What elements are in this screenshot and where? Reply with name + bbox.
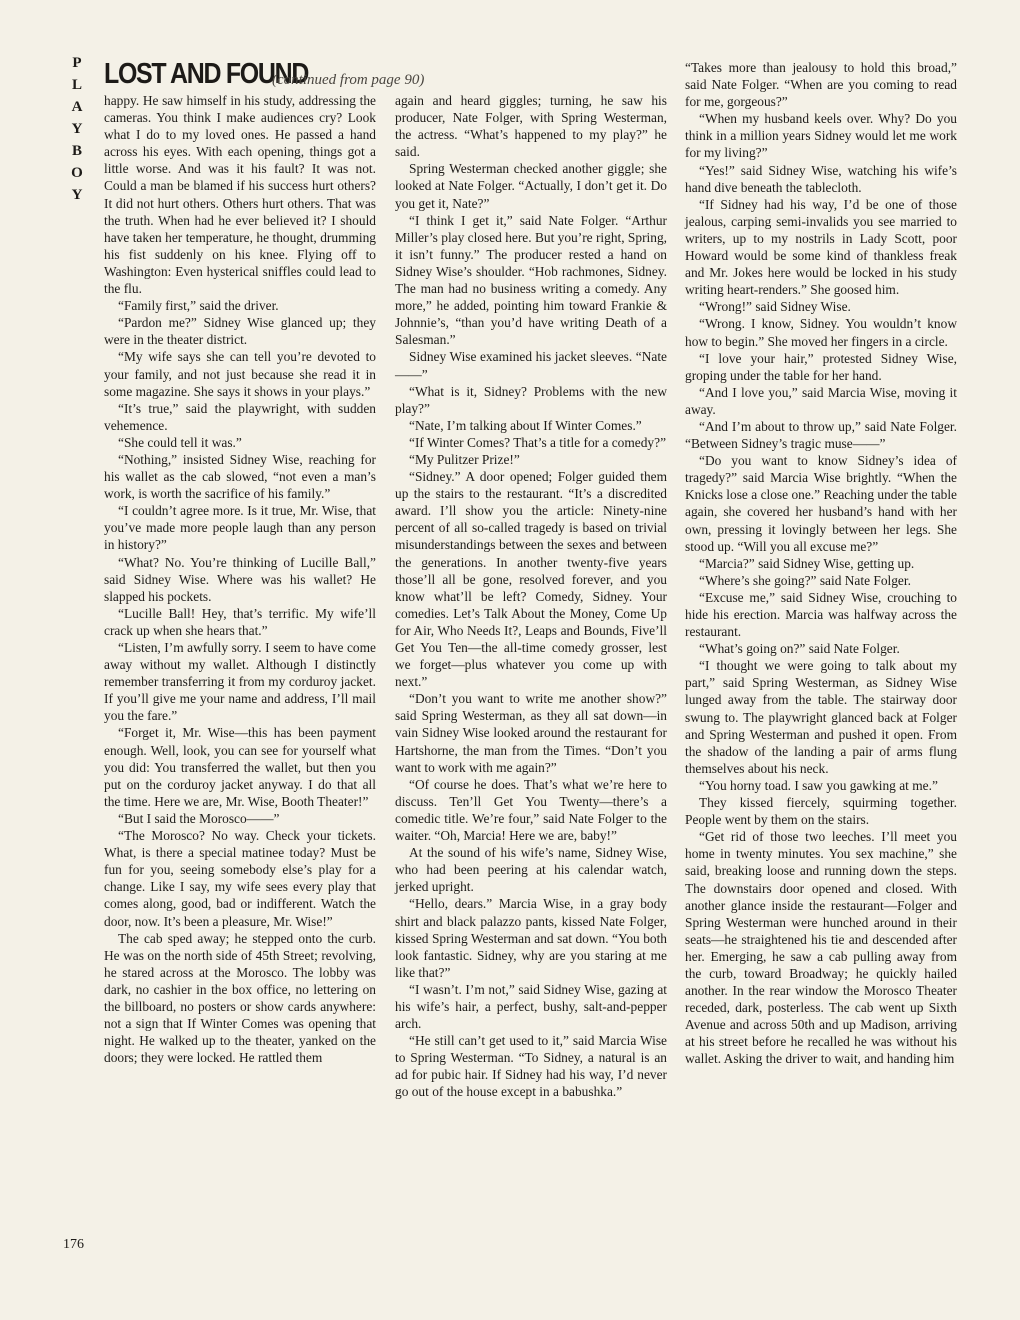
paragraph: “It’s true,” said the playwright, with sudden vehemence. [104,400,376,433]
paragraph: “Excuse me,” said Sidney Wise, crouching to hide his erection. Marcia was halfway across the restaurant. [685,589,957,640]
paragraph: “If Sidney had his way, I’d be one of those jealous, carping semi-invalids you see married to writers, up to my nostrils in Lady Scott, poor Howard would be some kind of thankless freak and Mr. Jokes here would be locked in his study writing heart-renders.” She goosed him. [685,196,957,298]
article-heading [104,58,425,94]
paragraph: “And I love you,” said Marcia Wise, moving it away. [685,384,957,417]
paragraph: “Lucille Ball! Hey, that’s terrific. My wife’ll crack up when she hears that.” [104,605,376,638]
paragraph: “Wrong. I know, Sidney. You wouldn’t know how to begin.” She moved her fingers in a circle. [685,316,957,349]
paragraph: happy. He saw himself in his study, addressing the cameras. You think I make audiences cry? Look what I do to my loved ones. He passed a hand across his eyes. With each opening, things got a little worse. And was it his fault? It was not. Could a man be blamed if his success hurt others? It did not hurt others. Others hurt others. That was the truth. When had he ever believed it? I should have taken her temperature, he thought, drumming his fist suddenly on his knee. Flying off to Washington: Even hysterical sniffles could lead to the flu. [104,93,376,297]
paragraph: “Forget it, Mr. Wise—this has been payment enough. Well, look, you can see for yourself what you did: You transferred the wallet, but then you put on the corduroy jacket anyway. I do that all the time. Here we are, Mr. Wise, Booth Theater!” [104,725,376,809]
paragraph: “I love your hair,” protested Sidney Wise, groping under the table for her hand. [685,350,957,383]
paragraph: “My wife says she can tell you’re devoted to your family, and not just because she read it in some magazine. She says it shows in your plays.” [104,349,376,399]
paragraph: “Do you want to know Sidney’s idea of tragedy?” said Marcia Wise brightly. “When the Knicks lose a close one.” Reaching under the table again, she covered her husband’s hand with her own, pressing it lovingly between her legs. She stood up. “Will you all excuse me?” [685,453,957,554]
paragraph: “When my husband keels over. Why? Do you think in a million years Sidney would let me work for my living?” [685,111,957,161]
paragraph: “The Morosco? No way. Check your tickets. What, is there a special matinee today? Must be fun for you, seeing somebody else’s play for a change. Like I say, my wife sees every play that comes along, good, bad or indifferent. Watch the door, now. It’s been a pleasure, Mr. Wise!” [104,828,376,929]
paragraph: “Nothing,” insisted Sidney Wise, reaching for his wallet as the cab slowed, “not even a man’s work, is worth the sacrifice of his family.” [104,451,376,502]
paragraph: The cab sped away; he stepped onto the curb. He was on the north side of 45th Street; revolving, he stared across at the Morosco. The lobby was dark, no cashier in the box office, no lettering on the billboard, no posters or show cards anywhere: not a sign that If Winter Comes was opening that night. He walked up to the theater, yanked on the doors; they were locked. He rattled them [104,930,376,1066]
masthead-letter: Y [71,121,83,137]
continued-note: (continued from page 90) [272,72,425,88]
paragraph: “What? No. You’re thinking of Lucille Ball,” said Sidney Wise. Where was his wallet? He slapped his pockets. [104,554,376,604]
paragraph: “I wasn’t. I’m not,” said Sidney Wise, gazing at his wife’s hair, a perfect, bushy, salt-and-pepper arch. [395,981,667,1032]
text-column-1 [104,92,376,1066]
paragraph: “She could tell it was.” [118,434,242,450]
paragraph: “Where’s she going?” said Nate Folger. [699,572,911,588]
paragraph: “Get rid of those two leeches. I’ll meet you home in twenty minutes. You sex machine,” she said, breaking loose and running down the steps. The downstairs door opened and closed. With another glance inside the restaurant—Folger and Spring Westerman were hunched around in their seats—he straightened his tie and descended after her. Emerging, he saw a cab pulling away from the curb, toward Broadway; he quickly hailed another. In the rear window the Morosco Theater receded, dark, posterless. The cab went up Sixth Avenue and across 50th and up Madison, arriving at his street before he recalled he was without his wallet. Asking the driver to wait, and handing him [685,829,957,1067]
paragraph: “Listen, I’m awfully sorry. I seem to have come away without my wallet. Although I distinctly remember transferring it from my corduroy jacket. If you’ll give me your name and address, I’ll mail you the fare.” [104,640,376,724]
paragraph: “If Winter Comes? That’s a title for a comedy?” [409,434,667,450]
paragraph: “Yes!” said Sidney Wise, watching his wife’s hand dive beneath the tablecloth. [685,162,957,195]
paragraph: Sidney Wise examined his jacket sleeves. “Nate——” [395,349,667,382]
paragraph: “You horny toad. I saw you gawking at me.” [699,777,938,793]
paragraph: Spring Westerman checked another giggle; she looked at Nate Folger. “Actually, I don’t get it. Do you get it, Nate?” [395,161,667,211]
masthead-letter: L [71,77,82,93]
paragraph: At the sound of his wife’s name, Sidney Wise, who had been peering at his calendar watch, jerked upright. [395,845,667,895]
masthead-letter: Y [71,187,83,203]
paragraph: “What is it, Sidney? Problems with the new play?” [395,383,667,416]
paragraph: “Sidney.” A door opened; Folger guided them up the stairs to the restaurant. “It’s a discredited award. I’ll show you the article: Ninety-nine percent of all so-called tragedy is based on trivial misunderstandings between the sexes and between the generations. In another twenty-five years those’ll all be gone, resolved forever, and you know what’ll be left? Comedy, Sidney. Your comedies. Let’s Talk About the Money, Come Up for Air, Who Needs It?, Leaps and Bounds, Five’ll Get You Ten—the all-time comedy grosser, lest we forget—plus whatever you come up with next.” [395,469,667,690]
paragraph: “And I’m about to throw up,” said Nate Folger. “Between Sidney’s tragic muse——” [685,418,957,452]
masthead-letter: O [71,165,83,181]
paragraph: “Pardon me?” Sidney Wise glanced up; they were in the theater district. [104,315,376,348]
masthead-playboy [66,52,88,206]
paragraph: “He still can’t get used to it,” said Marcia Wise to Spring Westerman. “To Sidney, a natural is an ad for pubic hair. If Sidney had his way, I’d never go out of the house except in a babushka.” [395,1033,667,1100]
paragraph: “Of course he does. That’s what we’re here to discuss. Ten’ll Get You Twenty—there’s a comedic title. We’re four,” said Nate Folger to the waiter. “Oh, Marcia! Here we are, baby!” [395,776,667,844]
paragraph: “What’s going on?” said Nate Folger. [699,641,900,657]
paragraph: “I thought we were going to talk about my part,” said Spring Westerman, as Sidney Wise lunged away from the table. The stairway door swung to. The playwright glanced back at Folger and Spring Westerman and pushed it open. From the shadow of the landing a pair of arms flung themselves about his neck. [685,658,957,776]
text-column-3 [685,59,957,1068]
paragraph: again and heard giggles; turning, he saw his producer, Nate Folger, with Spring Westerman, the actress. “What’s happened to my play?” he said. [395,93,667,160]
masthead-letter: A [71,99,83,115]
paragraph: They kissed fiercely, squirming together. People went by them on the stairs. [685,795,957,828]
masthead-letter: P [72,55,82,71]
paragraph: “Takes more than jealousy to hold this broad,” said Nate Folger. “When are you coming to read for me, gorgeous?” [685,60,957,110]
paragraph: “Hello, dears.” Marcia Wise, in a gray body shirt and black palazzo pants, kissed Nate Folger, kissed Spring Westerman and sat down. “You both look fantastic. Sidney, why are you staring at me like that?” [395,896,667,980]
masthead-letter: B [71,143,82,159]
page-number: 176 [63,1237,84,1252]
paragraph: “Don’t you want to write me another show?” said Spring Westerman, as they all sat down—in vain Sidney Wise looked around the restaurant for Hartshorne, the man from the Times. “Don’t you want to work with me again?” [395,691,667,775]
paragraph: “I think I get it,” said Nate Folger. “Arthur Miller’s play closed here. But you’re right, Spring, it isn’t funny.” The producer rested a hand on Sidney Wise’s shoulder. “Hob rachmones, Sidney. The man had no business writing a comedy. Any more,” he added, pointing him toward Frankie & Johnnie’s, “than you’d have writing Death of a Salesman.” [395,212,667,348]
paragraph: “My Pulitzer Prize!” [409,451,520,467]
paragraph: “Wrong!” said Sidney Wise. [699,299,851,315]
paragraph: “Family first,” said the driver. [118,298,279,314]
article-title: LOST AND FOUND [104,58,309,90]
text-column-2 [395,92,667,1101]
paragraph: “Nate, I’m talking about If Winter Comes.” [409,417,642,433]
paragraph: “But I said the Morosco——” [118,810,280,826]
paragraph: “I couldn’t agree more. Is it true, Mr. Wise, that you’ve made more people laugh than any person in history?” [104,503,376,553]
paragraph: “Marcia?” said Sidney Wise, getting up. [699,555,915,571]
